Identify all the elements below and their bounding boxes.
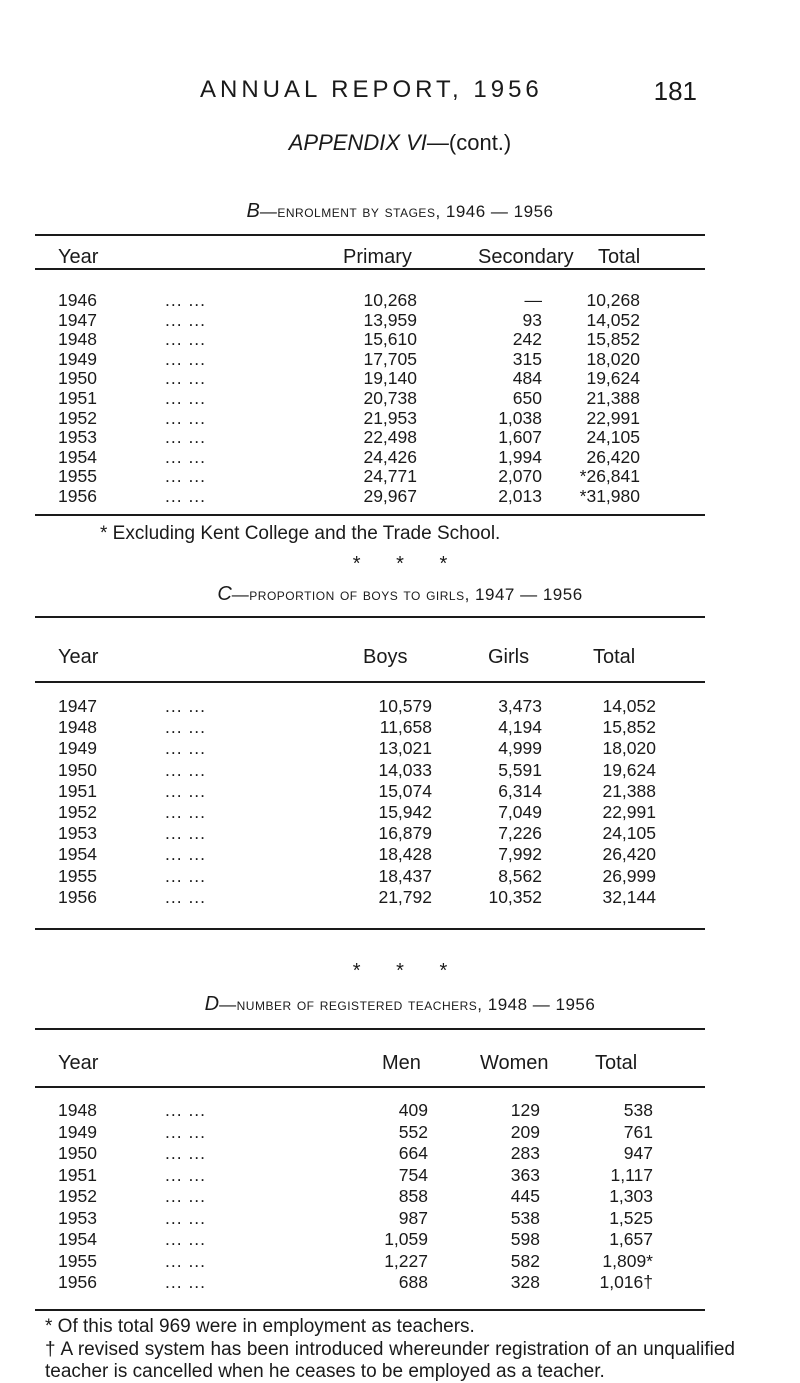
value-cell-1: 24,426 (363, 446, 417, 467)
value-cell-1: 18,428 (378, 844, 432, 865)
year-cell: 1954 (58, 446, 97, 467)
year-cell: 1955 (58, 1250, 97, 1271)
year-cell: 1951 (58, 780, 97, 801)
value-cell-1: 14,033 (378, 759, 432, 780)
value-cell-2: 582 (510, 1250, 540, 1271)
value-cell-1: 22,498 (363, 427, 417, 448)
value-cell-1: 10,579 (378, 696, 432, 716)
year-cell: 1952 (58, 407, 97, 428)
year-cell: 1952 (58, 1186, 97, 1206)
value-cell-2: 4,999 (498, 738, 542, 759)
total-cell: *31,980 (579, 486, 640, 506)
value-cell-2: 2,013 (498, 486, 542, 506)
appendix-cont: —(cont.) (426, 130, 512, 155)
total-cell: 22,991 (586, 407, 640, 428)
value-cell-2: 328 (510, 1272, 540, 1292)
value-cell-2: 1,038 (498, 407, 542, 428)
year-cell: 1953 (58, 1207, 97, 1228)
value-cell-2: 4,194 (498, 717, 542, 738)
table-row (0, 466, 800, 487)
table-d-col-total: Total (595, 1052, 638, 1074)
total-cell: 1,525 (609, 1207, 653, 1228)
table-row (0, 823, 800, 844)
table-row (0, 1229, 800, 1250)
value-cell-1: 21,953 (363, 407, 417, 428)
separator-2: * * * (352, 960, 448, 982)
leader-dots: ... ... (165, 1100, 207, 1120)
value-cell-1: 10,268 (363, 290, 417, 310)
leader-dots: ... ... (165, 1186, 207, 1206)
total-cell: 26,420 (586, 446, 640, 467)
leader-dots: ... ... (165, 696, 207, 716)
leader-dots: ... ... (165, 1229, 207, 1249)
value-cell-2: 1,994 (498, 446, 542, 467)
value-cell-2: 484 (512, 368, 542, 389)
leader-dots: ... ... (165, 1250, 207, 1271)
total-cell: 19,624 (586, 368, 640, 389)
leader-dots: ... ... (165, 802, 207, 822)
value-cell-1: 21,792 (378, 886, 432, 907)
leader-dots: ... ... (165, 844, 207, 865)
leader-dots: ... ... (165, 348, 207, 369)
total-cell: 26,420 (602, 844, 656, 865)
value-cell-1: 17,705 (363, 348, 417, 369)
value-cell-2: 315 (512, 348, 542, 369)
value-cell-1: 19,140 (363, 368, 417, 389)
year-cell: 1951 (58, 388, 97, 408)
table-b-col-total: Total (598, 246, 641, 268)
value-cell-1: 754 (398, 1164, 428, 1185)
leader-dots: ... ... (165, 446, 207, 467)
total-cell: 1,303 (609, 1186, 653, 1206)
leader-dots: ... ... (165, 1207, 207, 1228)
year-cell: 1947 (58, 696, 97, 716)
value-cell-2: 598 (510, 1229, 540, 1249)
year-cell: 1950 (58, 368, 97, 389)
appendix-title (0, 130, 800, 156)
running-title: ANNUAL REPORT, 1956 (200, 76, 543, 103)
section-b-letter: B (246, 200, 260, 222)
table-row (0, 329, 800, 350)
total-cell: 22,991 (602, 802, 656, 822)
total-cell: 18,020 (586, 348, 640, 369)
table-row (0, 781, 800, 802)
leader-dots: ... ... (165, 1272, 207, 1292)
leader-dots: ... ... (165, 466, 207, 487)
total-cell: 14,052 (586, 309, 640, 330)
total-cell: 1,117 (610, 1164, 653, 1185)
leader-dots: ... ... (165, 427, 207, 448)
value-cell-2: 538 (510, 1207, 540, 1228)
value-cell-2: 7,992 (498, 844, 542, 865)
section-c-heading: —proportion of boys to girls, 1947 — 1956 (231, 585, 583, 604)
leader-dots: ... ... (165, 290, 207, 310)
table-c-col-total: Total (593, 646, 636, 668)
leader-dots: ... ... (165, 1121, 207, 1142)
table-row (0, 866, 800, 887)
table-row (0, 1165, 800, 1186)
year-cell: 1952 (58, 802, 97, 822)
table-row (0, 1122, 800, 1143)
year-cell: 1954 (58, 1229, 97, 1249)
total-cell: 10,268 (586, 290, 640, 310)
leader-dots: ... ... (165, 738, 207, 759)
table-row (0, 1272, 800, 1293)
leader-dots: ... ... (165, 886, 207, 907)
value-cell-1: 987 (398, 1207, 428, 1228)
appendix-label: APPENDIX VI (288, 130, 427, 155)
total-cell: 21,388 (602, 780, 656, 801)
value-cell-2: 8,562 (498, 865, 542, 886)
leader-dots: ... ... (165, 1143, 207, 1163)
value-cell-1: 858 (398, 1186, 428, 1206)
value-cell-1: 409 (398, 1100, 428, 1120)
value-cell-1: 24,771 (363, 466, 417, 487)
section-d-letter: D (204, 993, 220, 1015)
value-cell-1: 1,059 (384, 1229, 428, 1249)
leader-dots: ... ... (165, 1164, 207, 1185)
table-b-col-primary: Primary (343, 246, 412, 268)
total-cell: 1,809* (602, 1250, 653, 1271)
table-d-col-men: Men (382, 1052, 421, 1074)
table-row (0, 447, 800, 468)
value-cell-2: 7,226 (498, 823, 542, 844)
leader-dots: ... ... (165, 717, 207, 738)
year-cell: 1956 (58, 1272, 97, 1292)
page-number: 181 (653, 76, 697, 106)
value-cell-1: 688 (398, 1272, 428, 1292)
value-cell-2: 7,049 (498, 802, 542, 822)
leader-dots: ... ... (165, 407, 207, 428)
value-cell-1: 13,959 (363, 309, 417, 330)
value-cell-2: 3,473 (498, 696, 542, 716)
year-cell: 1948 (58, 329, 97, 350)
table-c-col-year: Year (58, 646, 99, 668)
total-cell: 1,016† (599, 1272, 653, 1292)
table-d-header-rule (35, 1086, 705, 1088)
value-cell-2: 650 (512, 388, 542, 408)
year-cell: 1949 (58, 738, 97, 759)
year-cell: 1953 (58, 427, 97, 448)
year-cell: 1946 (58, 290, 97, 310)
footnote-dagger: † A revised system has been introduced whereunder registration of an unqualified teacher is cancelled when he ceases to be employed as a teacher. (45, 1339, 735, 1382)
table-row (0, 887, 800, 908)
table-row (0, 349, 800, 370)
table-c-bottom-rule (35, 928, 705, 930)
section-d-title (0, 993, 800, 1016)
table-b-top-rule (35, 234, 705, 236)
table-d-col-year: Year (58, 1052, 99, 1074)
value-cell-1: 15,610 (363, 329, 417, 350)
value-cell-2: 242 (512, 329, 542, 350)
total-cell: 538 (623, 1100, 653, 1120)
table-b-bottom-rule (35, 514, 705, 516)
leader-dots: ... ... (165, 823, 207, 844)
table-b-header-rule (35, 268, 705, 270)
total-cell: 1,657 (609, 1229, 653, 1249)
section-c-letter: C (217, 583, 232, 605)
year-cell: 1949 (58, 1121, 97, 1142)
total-cell: 761 (623, 1121, 653, 1142)
total-cell: *26,841 (579, 466, 640, 487)
table-c-top-rule (35, 616, 705, 618)
table-row (0, 1143, 800, 1164)
section-b-heading: —enrolment by stages, 1946 — 1956 (259, 202, 554, 221)
value-cell-1: 29,967 (363, 486, 417, 506)
value-cell-2: 6,314 (498, 780, 542, 801)
value-cell-1: 552 (398, 1121, 428, 1142)
year-cell: 1955 (58, 865, 97, 886)
table-row (0, 1186, 800, 1207)
table-row (0, 696, 800, 717)
table-row (0, 1251, 800, 1272)
footnote-star: * Of this total 969 were in employment as teachers. (45, 1316, 475, 1337)
table-row (0, 802, 800, 823)
value-cell-1: 13,021 (378, 738, 432, 759)
value-cell-2: 2,070 (498, 466, 542, 487)
value-cell-1: 15,942 (378, 802, 432, 822)
total-cell: 19,624 (602, 759, 656, 780)
table-d-top-rule (35, 1028, 705, 1030)
section-c-title (0, 583, 800, 606)
table-c-header-rule (35, 681, 705, 683)
table-b-col-secondary: Secondary (478, 246, 574, 268)
table-row (0, 1208, 800, 1229)
year-cell: 1954 (58, 844, 97, 865)
table-row (0, 844, 800, 865)
total-cell: 947 (623, 1143, 653, 1163)
leader-dots: ... ... (165, 309, 207, 330)
value-cell-2: 10,352 (488, 886, 542, 907)
year-cell: 1953 (58, 823, 97, 844)
value-cell-2: — (524, 290, 542, 310)
year-cell: 1951 (58, 1164, 97, 1185)
total-cell: 24,105 (602, 823, 656, 844)
table-d-bottom-rule (35, 1309, 705, 1311)
value-cell-1: 11,658 (379, 717, 432, 738)
value-cell-2: 1,607 (498, 427, 542, 448)
table-row (0, 717, 800, 738)
table-row (0, 427, 800, 448)
value-cell-1: 15,074 (378, 780, 432, 801)
table-row (0, 408, 800, 429)
value-cell-1: 16,879 (378, 823, 432, 844)
value-cell-1: 1,227 (384, 1250, 428, 1271)
total-cell: 26,999 (602, 865, 656, 886)
leader-dots: ... ... (165, 486, 207, 506)
table-row (0, 290, 800, 311)
table-c-col-boys: Boys (363, 646, 408, 668)
table-row (0, 486, 800, 507)
year-cell: 1949 (58, 348, 97, 369)
leader-dots: ... ... (165, 780, 207, 801)
total-cell: 18,020 (602, 738, 656, 759)
value-cell-2: 445 (510, 1186, 540, 1206)
leader-dots: ... ... (165, 329, 207, 350)
leader-dots: ... ... (165, 388, 207, 408)
section-b-title (0, 200, 800, 223)
leader-dots: ... ... (165, 368, 207, 389)
total-cell: 24,105 (586, 427, 640, 448)
total-cell: 15,852 (602, 717, 656, 738)
year-cell: 1956 (58, 886, 97, 907)
value-cell-2: 209 (510, 1121, 540, 1142)
value-cell-2: 93 (522, 309, 542, 330)
year-cell: 1950 (58, 1143, 97, 1163)
year-cell: 1947 (58, 309, 97, 330)
value-cell-1: 664 (398, 1143, 428, 1163)
year-cell: 1956 (58, 486, 97, 506)
table-b-note: * Excluding Kent College and the Trade School. (100, 523, 501, 544)
year-cell: 1948 (58, 717, 97, 738)
table-row (0, 310, 800, 331)
table-row (0, 1100, 800, 1121)
table-row (0, 760, 800, 781)
table-row (0, 388, 800, 409)
value-cell-2: 129 (510, 1100, 540, 1120)
value-cell-1: 20,738 (363, 388, 417, 408)
value-cell-1: 18,437 (378, 865, 432, 886)
table-b-col-year: Year (58, 246, 99, 268)
year-cell: 1950 (58, 759, 97, 780)
total-cell: 15,852 (586, 329, 640, 350)
total-cell: 32,144 (602, 886, 656, 907)
table-row (0, 738, 800, 759)
section-d-heading: —number of registered teachers, 1948 — 1956 (219, 995, 596, 1014)
year-cell: 1948 (58, 1100, 97, 1120)
total-cell: 14,052 (602, 696, 656, 716)
value-cell-2: 283 (510, 1143, 540, 1163)
table-d-col-women: Women (480, 1052, 549, 1074)
value-cell-2: 363 (510, 1164, 540, 1185)
value-cell-2: 5,591 (498, 759, 542, 780)
leader-dots: ... ... (165, 865, 207, 886)
leader-dots: ... ... (165, 759, 207, 780)
table-row (0, 368, 800, 389)
total-cell: 21,388 (586, 388, 640, 408)
year-cell: 1955 (58, 466, 97, 487)
separator-1: * * * (352, 553, 448, 575)
table-c-col-girls: Girls (488, 646, 530, 668)
